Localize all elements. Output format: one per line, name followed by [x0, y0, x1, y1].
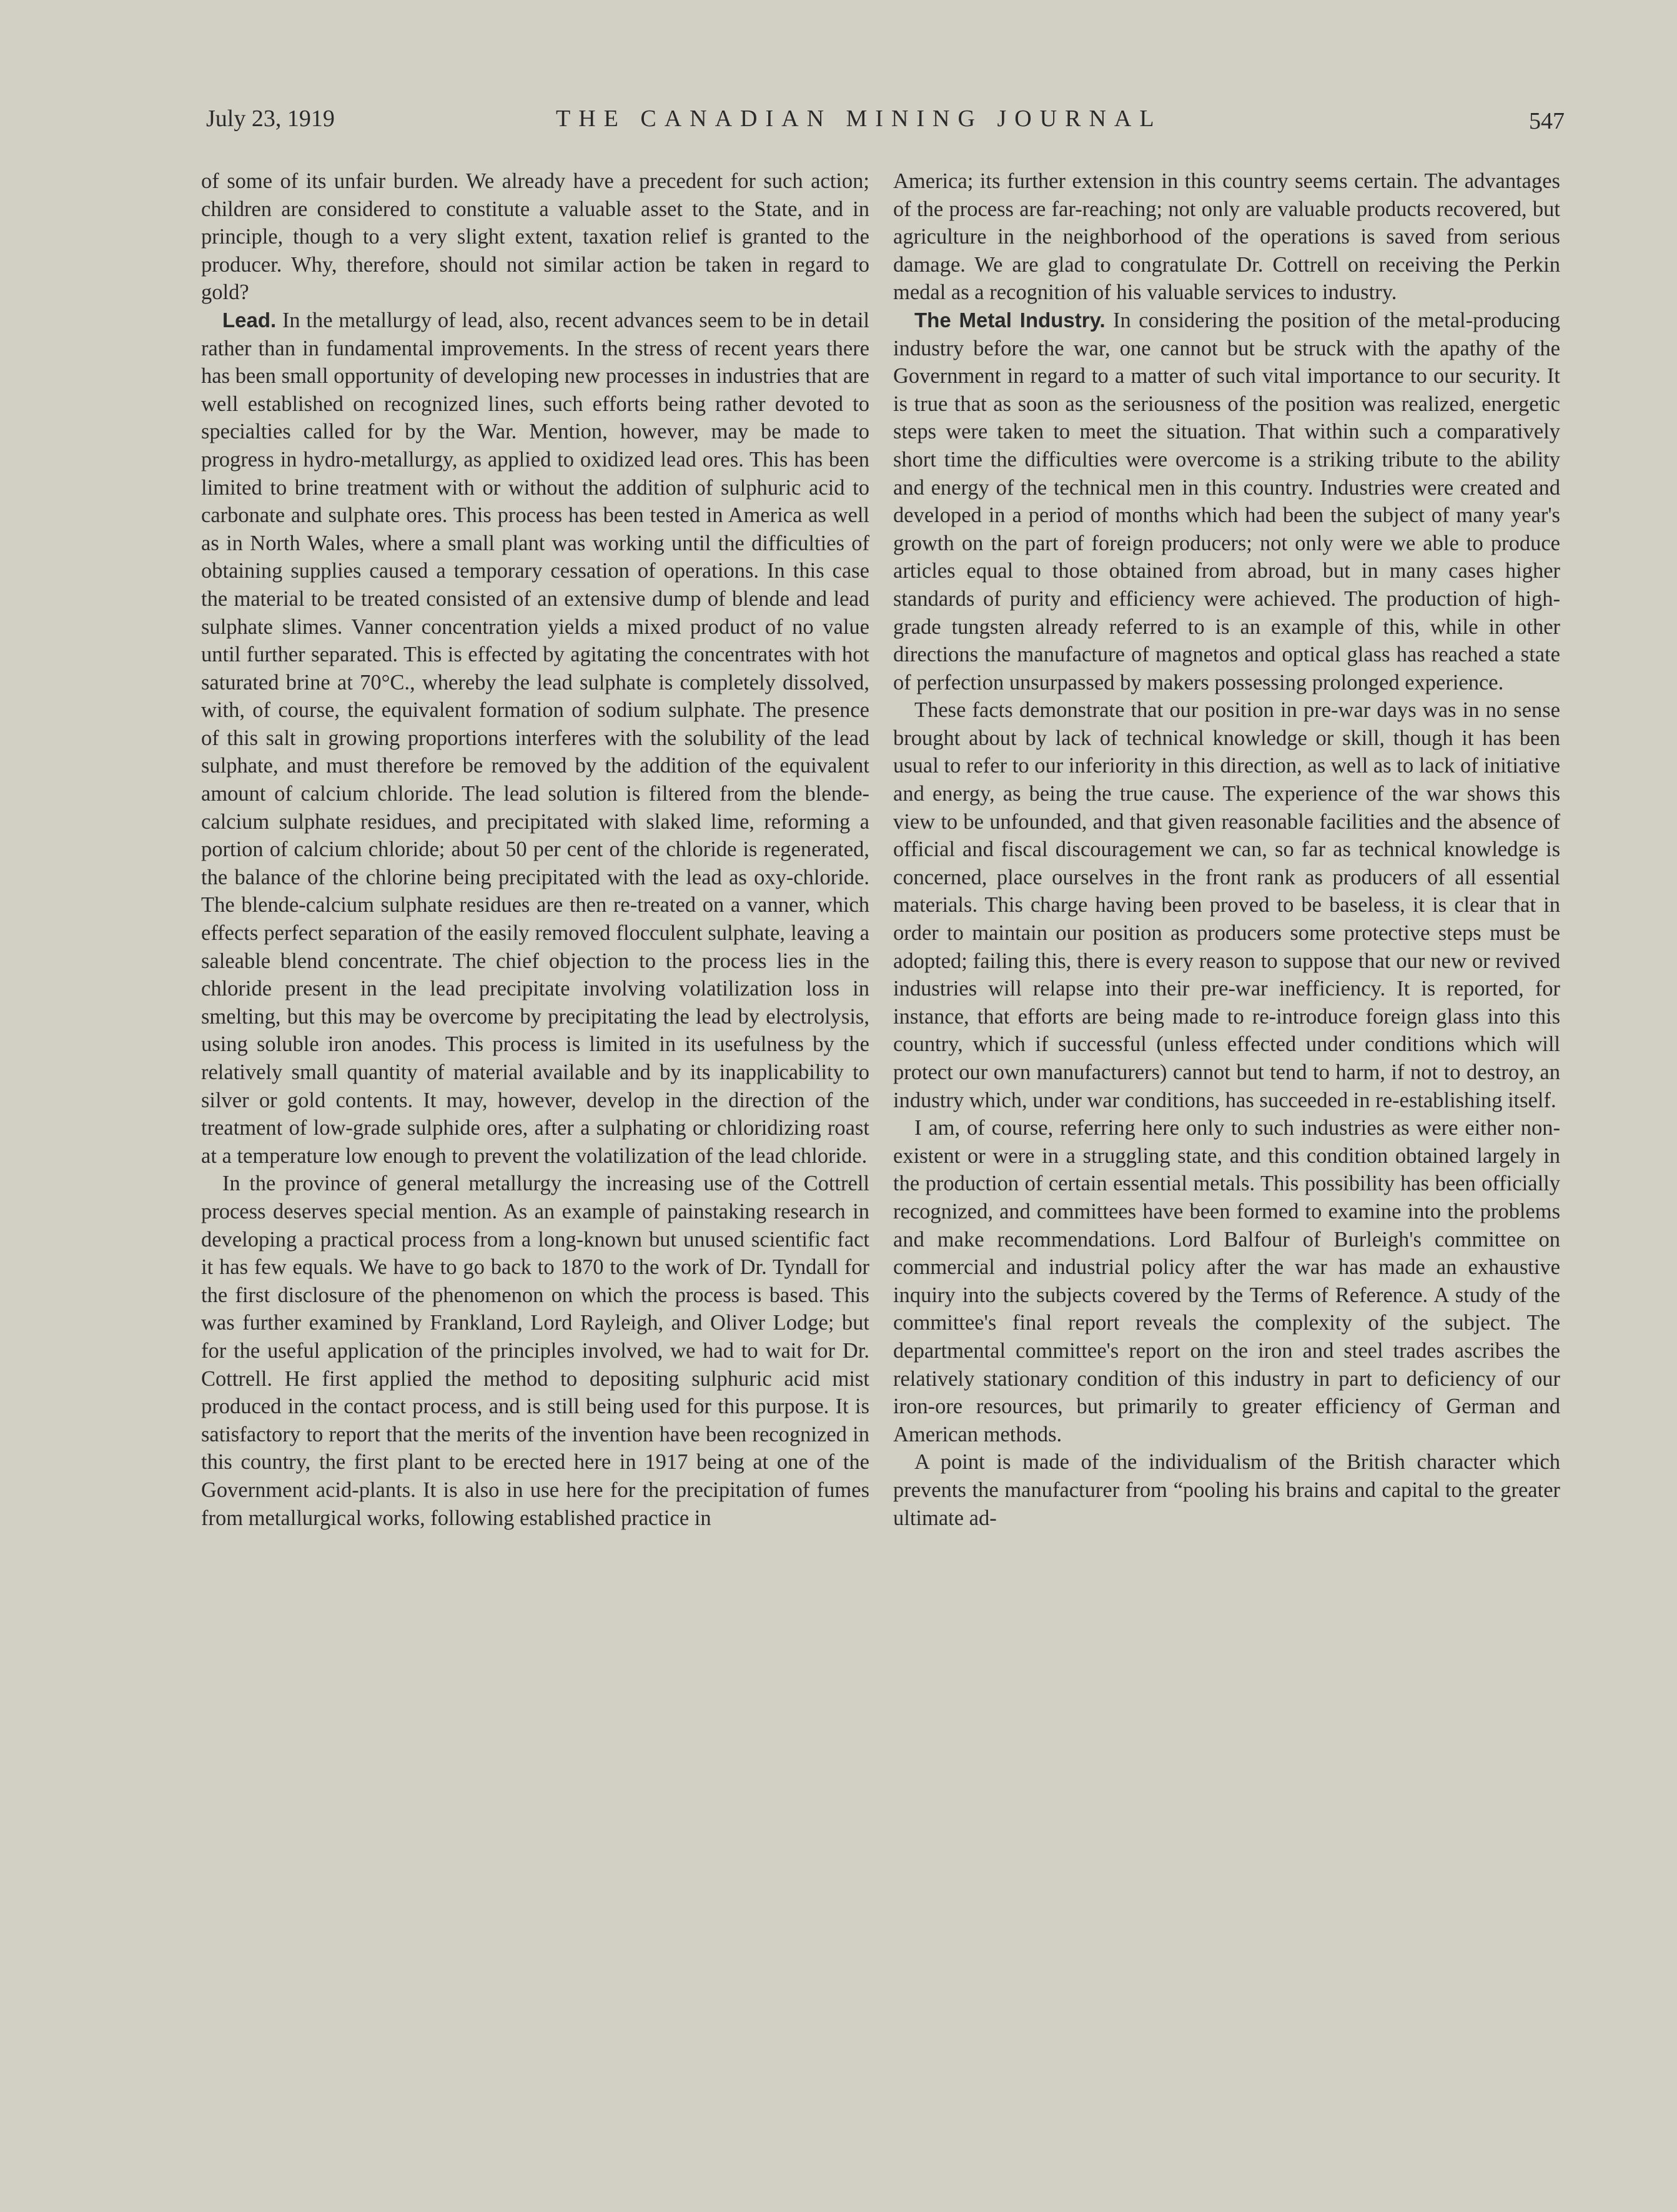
paragraph-british-individualism: A point is made of the individualism of the British character which prevents the manufacturer from “pooling his brains and capital to the greater ultimate ad-: [893, 1450, 1560, 1530]
issue-date: July 23, 1919: [206, 106, 335, 132]
right-column: [893, 167, 1560, 1532]
journal-title: THE CANADIAN MINING JOURNAL: [556, 106, 1162, 132]
left-column: [201, 167, 869, 1532]
paragraph-cottrell-process: In the province of general metallurgy the increasing use of the Cottrell process deserves special mention. As an example of painstaking research in developing a practical process from a long-known but unused scientific fact it has few equals. We have to go back to 1870 to the work of Dr. Tyndall for the first disclosure of the phenomenon on which the process is based. This was further examined by Frankland, Lord Rayleigh, and Oliver Lodge; but for the useful application of the principles involved, we had to wait for Dr. Cottrell. He first applied the method to depositing sulphuric acid mist produced in the contact process, and is still being used for this purpose. It is satisfactory to report that the merits of the invention have been recognized in this country, the first plant to be erected here in 1917 being at one of the Government acid-plants. It is also in use here for the precipitation of fumes from metallurgical works, following established practice in: [201, 1172, 869, 1530]
paragraph-metal-industry-body: In considering the position of the metal-producing industry before the war, one cannot but be struck with the apathy of the Government in regard to a matter of such vital importance to our security. It is true that as soon as the seriousness of the position was realized, energetic steps were taken to meet the situation. That within such a comparatively short time the difficulties were overcome is a striking tribute to the ability and energy of the technical men in this country. Industries were created and developed in a period of months which had been the subject of many year's growth on the part of foreign producers; not only were we able to produce articles equal to those obtained from abroad, but in many cases higher standards of purity and efficiency were achieved. The production of high-grade tungsten already referred to is an example of this, while in other directions the manufacture of magnetos and optical glass has reached a state of perfection unsurpassed by makers possessing prolonged experience.: [893, 308, 1560, 694]
section-heading-metal-industry: The Metal Industry.: [914, 308, 1106, 332]
running-header: [206, 105, 1565, 142]
paragraph-metal-industry: [893, 307, 1560, 696]
paragraph-pre-war-position: These facts demonstrate that our position in pre-war days was in no sense brought about by lack of technical knowledge or skill, though it has been usual to refer to our inferiority in this direction, as well as to lack of initiative and energy, as being the true cause. The experience of the war shows this view to be unfounded, and that given reasonable facilities and the absence of official and fiscal discouragement we can, so far as technical knowledge is concerned, place ourselves in the front rank as producers of all essential materials. This charge having been proved to be baseless, it is clear that in order to maintain our position as producers some protective steps must be adopted; failing this, there is every reason to suppose that our new or revived industries will relapse into their pre-war inefficiency. It is reported, for instance, that efforts are being made to re-introduce foreign glass into this country, which if successful (unless effected under conditions which will protect our own manufacturers) cannot but tend to harm, if not to destroy, an industry which, under war conditions, has succeeded in re-establishing itself.: [893, 698, 1560, 1112]
paragraph-lead-body: In the metallurgy of lead, also, recent advances seem to be in detail rather than in fundamental improvements. In the stress of recent years there has been small opportunity of developing new processes in industries that are well established on recognized lines, such efforts being rather devoted to specialties called for by the War. Mention, however, may be made to progress in hydro-metallurgy, as applied to oxidized lead ores. This has been limited to brine treatment with or without the addition of sulphuric acid to carbonate and sulphate ores. This process has been tested in America as well as in North Wales, where a small plant was working until the difficulties of obtaining supplies caused a temporary cessation of operations. In this case the material to be treated consisted of an extensive dump of blende and lead sulphate slimes. Vanner concentration yields a mixed product of no value until further separated. This is effected by agitating the concentrates with hot saturated brine at 70°C., whereby the lead sulphate is completely dissolved, with, of course, the equivalent formation of sodium sulphate. The presence of this salt in growing proportions interferes with the solubility of the lead sulphate, and must therefore be removed by the addition of the equivalent amount of calcium chloride. The lead solution is filtered from the blende-calcium sulphate residues, and precipitated with slaked lime, reforming a portion of calcium chloride; about 50 per cent of the chloride is regenerated, the balance of the chlorine being precipitated with the lead as oxy-chloride. The blende-calcium sulphate residues are then re-treated on a vanner, which effects perfect separation of the easily removed flocculent sulphate, leaving a saleable blend concentrate. The chief objection to the process lies in the chloride present in the lead precipitate involving volatilization loss in smelting, but this may be overcome by precipitating the lead by electrolysis, using soluble iron anodes. This process is limited in its usefulness by the relatively small quantity of material available and by its inapplicability to silver or gold contents. It may, however, develop in the direction of the treatment of low-grade sulphide ores, after a sulphating or chloridizing roast at a temperature low enough to prevent the volatilization of the lead chloride.: [201, 308, 869, 1168]
paragraph-essential-metals: I am, of course, referring here only to such industries as were either non-existent or were in a struggling state, and this condition obtained largely in the production of certain essential metals. This possibility has been officially recognized, and committees have been formed to examine into the problems and make recommendations. Lord Balfour of Burleigh's committee on commercial and industrial policy after the war has made an exhaustive inquiry into the subjects covered by the Terms of Reference. A study of the committee's final report reveals the complexity of the subject. The departmental committee's report on the iron and steel trades ascribes the relatively stationary condition of this industry in part to deficiency of our iron-ore resources, but primarily to greater efficiency of German and American methods.: [893, 1116, 1560, 1446]
section-heading-lead: Lead.: [222, 308, 277, 332]
page-number: 547: [1529, 108, 1565, 134]
paragraph-gold-taxation: of some of its unfair burden. We already have a precedent for such action; children are considered to constitute a valuable asset to the State, and in principle, though to a very slight extent, taxation relief is granted to the producer. Why, therefore, should not similar action be taken in regard to gold?: [201, 169, 869, 305]
paragraph-lead: [201, 307, 869, 1170]
paragraph-cottrell-continued: America; its further extension in this country seems certain. The advantages of the process are far-reaching; not only are valuable products recovered, but agriculture in the neighborhood of the operations is saved from serious damage. We are glad to congratulate Dr. Cottrell on receiving the Perkin medal as a recognition of his valuable services to industry.: [893, 169, 1560, 305]
